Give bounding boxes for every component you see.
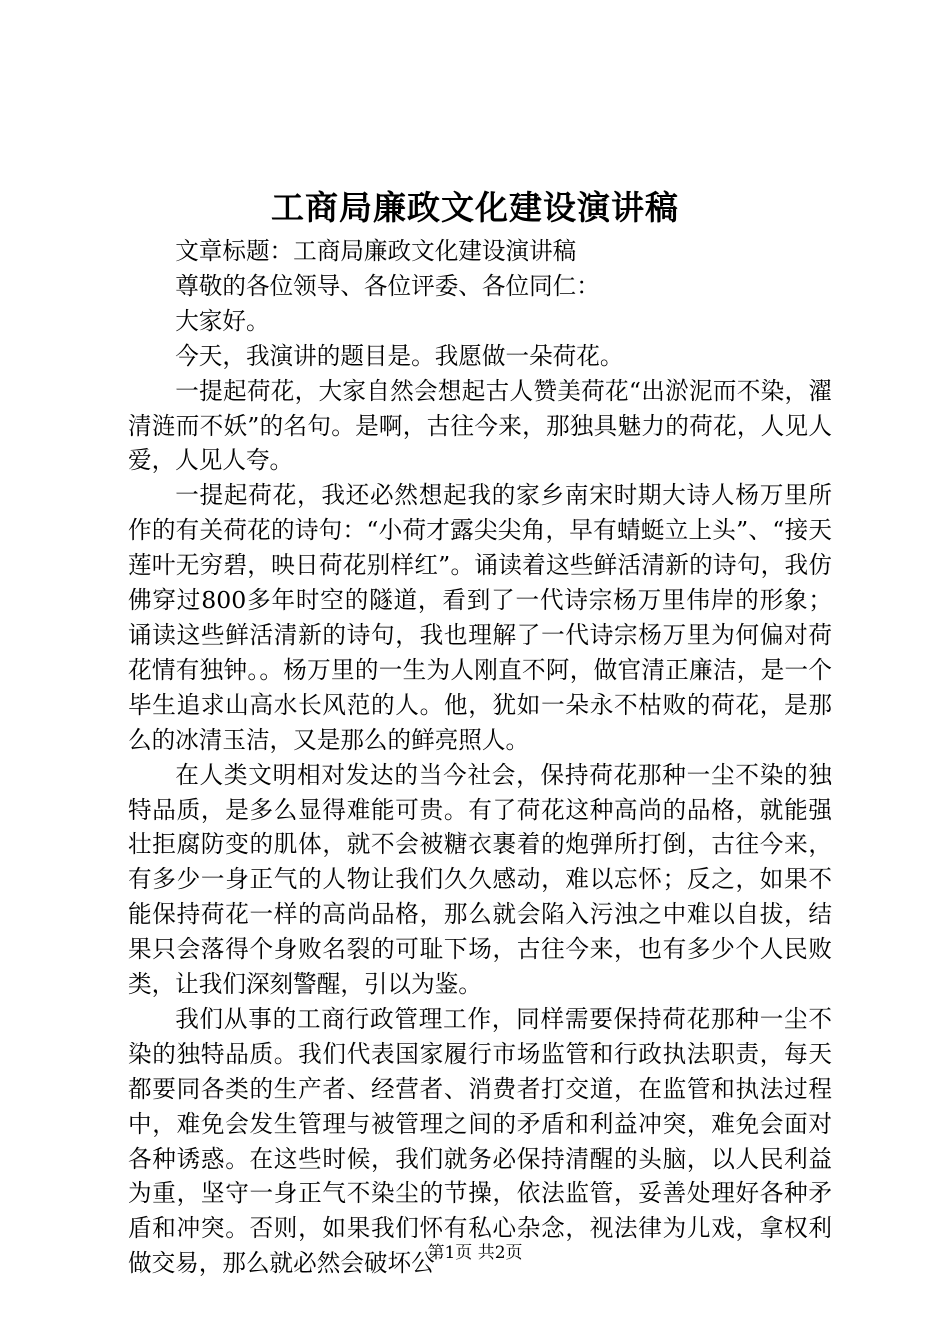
paragraph-commerce-work: 我们从事的工商行政管理工作，同样需要保持荷花那种一尘不染的独特品质。我们代表国家履行市场监管和行政执法职责，每天都要同各类的生产者、经营者、消费者打交道，在监管和执法过程中，难免会发生管理与被管理之间的矛盾和利益冲突，难免会面对各种诱惑。在这些时候，我们就务必保持清醒的头脑，以人民利益为重，坚守一身正气不染尘的节操，依法监管，妥善处理好各种矛盾和冲突。否则，如果我们怀有私心杂念，视法律为儿戏，拿权利做交易，那么就必然会破坏公: [128, 1004, 832, 1278]
paragraph-modern-society: 在人类文明相对发达的当今社会，保持荷花那种一尘不染的独特品质，是多么显得难能可贵。有了荷花这种高尚的品格，就能强壮拒腐防变的肌体，就不会被糖衣裹着的炮弹所打倒，古往今来，有多少一身正气的人物让我们久久感动，难以忘怀；反之，如果不能保持荷花一样的高尚品格，那么就会陷入污浊之中难以自拔，结果只会落得个身败名裂的可耻下场，古往今来，也有多少个人民败类，让我们深刻警醒，引以为鉴。: [128, 760, 832, 999]
paragraph-salutation: 尊敬的各位领导、各位评委、各位同仁：: [175, 271, 600, 300]
paragraph-article-title: 文章标题：工商局廉政文化建设演讲稿: [175, 237, 577, 265]
paragraph-lotus-intro: 一提起荷花，大家自然会想起古人赞美荷花“出淤泥而不染，濯清涟而不妖”的名句。是啊，古往今来，那独具魅力的荷花，人见人爱，人见人夸。: [128, 376, 832, 475]
document-body: [128, 234, 832, 1281]
paragraph-greeting: 大家好。: [175, 306, 270, 335]
paragraph-topic: 今天，我演讲的题目是。我愿做一朵荷花。: [175, 341, 624, 370]
document-title: 工商局廉政文化建设演讲稿: [271, 188, 679, 227]
page-footer: 第1页 共2页: [427, 1243, 523, 1263]
paragraph-yang-wanli: 一提起荷花，我还必然想起我的家乡南宋时期大诗人杨万里所作的有关荷花的诗句：“小荷才露尖尖角，早有蜻蜓立上头”、“接天莲叶无穷碧，映日荷花别样红”。诵读着这些鲜活清新的诗句，我仿佛穿过800多年时空的隧道，看到了一代诗宗杨万里伟岸的形象；诵读这些鲜活清新的诗句，我也理解了一代诗宗杨万里为何偏对荷花情有独钟。。杨万里的一生为人刚直不阿，做官清正廉洁，是一个毕生追求山高水长风范的人。他，犹如一朵永不枯败的荷花，是那么的冰清玉洁，又是那么的鲜亮照人。: [128, 481, 832, 754]
